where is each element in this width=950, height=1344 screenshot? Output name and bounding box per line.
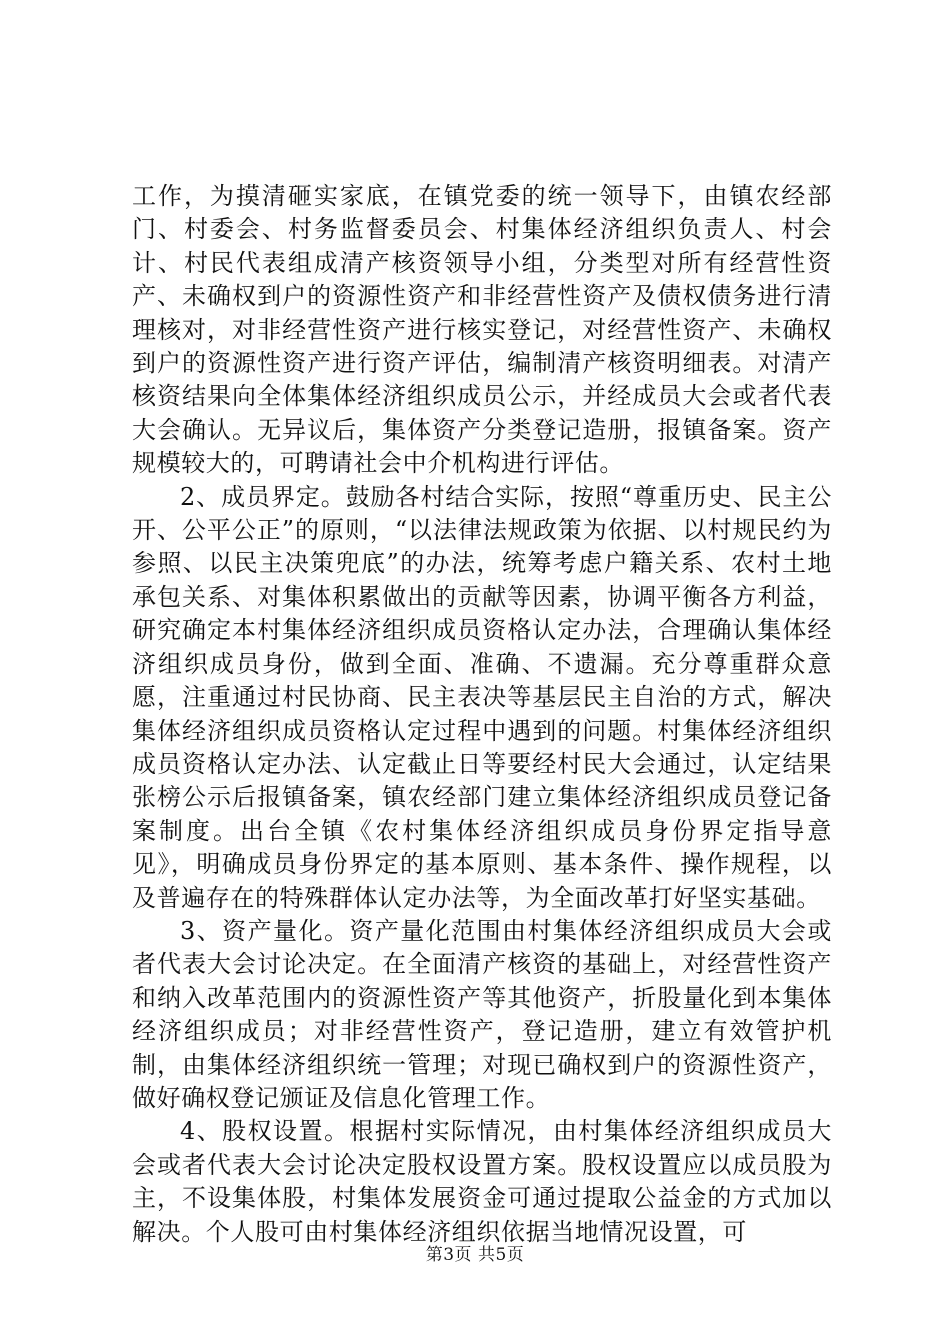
document-body xyxy=(132,180,832,1249)
paragraph-equity-setting: 4、股权设置。根据村实际情况，由村集体经济组织成员大会或者代表大会讨论决定股权设置方案。股权设置应以成员股为主，不设集体股，村集体发展资金可通过提取公益金的方式加以解决。个人股可由村集体经济组织依据当地情况设置，可 xyxy=(132,1117,832,1246)
page-number-footer: 第3页 共5页 xyxy=(425,1245,525,1265)
paragraph-asset-quantification: 3、资产量化。资产量化范围由村集体经济组织成员大会或者代表大会讨论决定。在全面清产核资的基础上，对经营性资产和纳入改革范围内的资源性资产等其他资产，折股量化到本集体经济组织成员；对非经营性资产，登记造册，建立有效管护机制，由集体经济组织统一管理；对现已确权到户的资源性资产，做好确权登记颁证及信息化管理工作。 xyxy=(132,916,832,1112)
paragraph-asset-verification: 工作，为摸清砸实家底，在镇党委的统一领导下，由镇农经部门、村委会、村务监督委员会、村集体经济组织负责人、村会计、村民代表组成清产核资领导小组，分类型对所有经营性资产、未确权到户的资源性资产和非经营性资产及债权债务进行清理核对，对非经营性资产进行核实登记，对经营性资产、未确权到户的资源性资产进行资产评估，编制清产核资明细表。对清产核资结果向全体集体经济组织成员公示，并经成员大会或者代表大会确认。无异议后，集体资产分类登记造册，报镇备案。资产规模较大的，可聘请社会中介机构进行评估。 xyxy=(132,182,832,478)
paragraph-member-definition: 2、成员界定。鼓励各村结合实际，按照“尊重历史、民主公开、公平公正”的原则，“以法律法规政策为依据、以村规民约为参照、以民主决策兜底”的办法，统筹考虑户籍关系、农村土地承包关系、对集体积累做出的贡献等因素，协调平衡各方利益，研究确定本村集体经济组织成员资格认定办法，合理确认集体经济组织成员身份，做到全面、准确、不遗漏。充分尊重群众意愿，注重通过村民协商、民主表决等基层民主自治的方式，解决集体经济组织成员资格认定过程中遇到的问题。村集体经济组织成员资格认定办法、认定截止日等要经村民大会通过，认定结果张榜公示后报镇备案，镇农经部门建立集体经济组织成员登记备案制度。出台全镇《农村集体经济组织成员身份界定指导意见》，明确成员身份界定的基本原则、基本条件、操作规程，以及普遍存在的特殊群体认定办法等，为全面改革打好坚实基础。 xyxy=(132,482,832,912)
